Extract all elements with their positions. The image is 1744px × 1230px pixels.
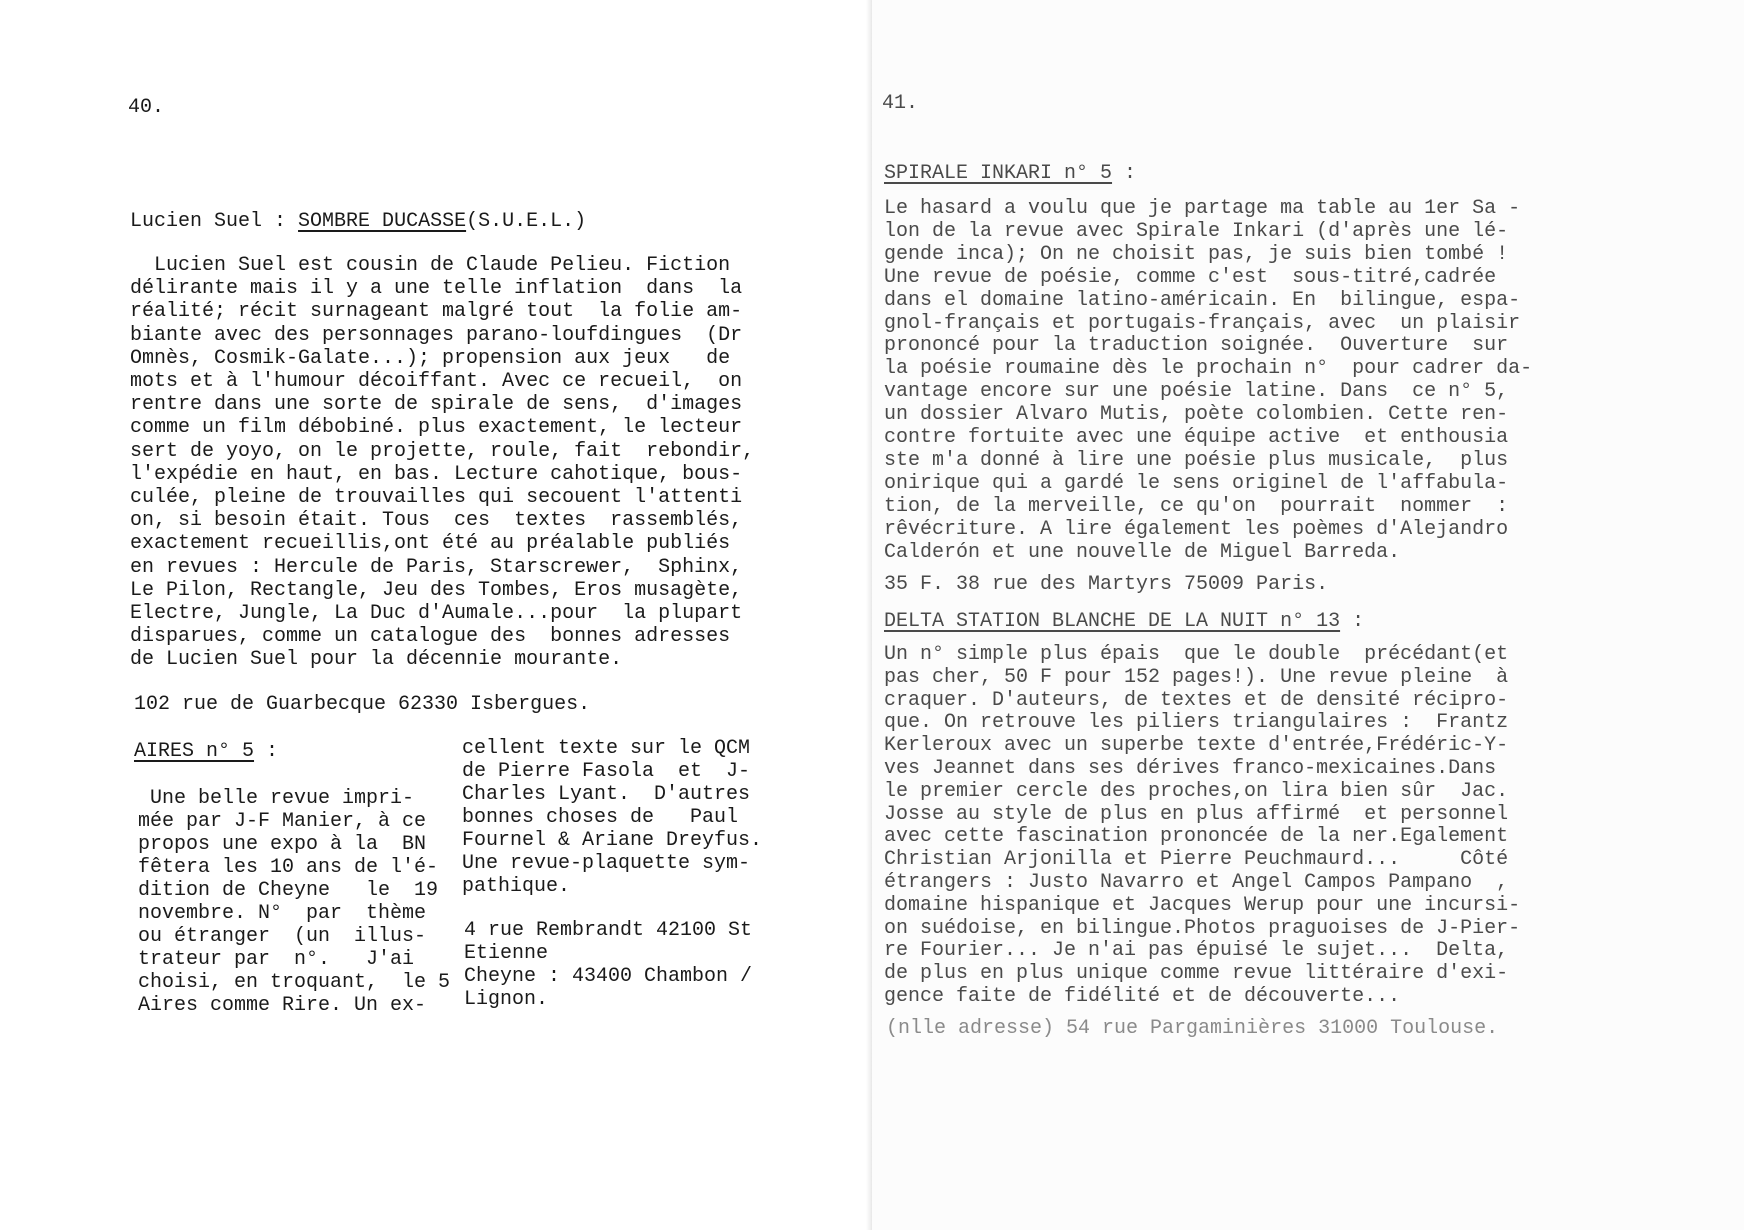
text-line: sert de yoyo, on le projette, roule, fait rebondir, [130, 439, 755, 463]
text-line: Etienne [464, 942, 549, 965]
text-line: Une belle revue impri- [138, 787, 415, 810]
text-line: Kerleroux avec un superbe texte d'entrée,Frédéric-Y- [884, 734, 1509, 758]
text-line: que. On retrouve les piliers triangulaires : Frantz [884, 711, 1509, 735]
text-line: avec cette fascination prononcée de la ner.Egalement [884, 825, 1509, 849]
text-line: gence faite de fidélité et de découverte... [884, 985, 1401, 1008]
review-address: 35 F. 38 rue des Martyrs 75009 Paris. [884, 573, 1329, 596]
text-line: étrangers : Justo Navarro et Angel Campos Pampano , [884, 871, 1509, 894]
review-publisher: (S.U.E.L.) [466, 210, 587, 233]
review-heading [884, 610, 1364, 633]
text-line: Cheyne : 43400 Chambon / [464, 965, 753, 988]
text-line: gende inca); On ne choisit pas, je suis bien tombé ! [884, 242, 1509, 266]
right-page [872, 0, 1744, 1230]
text-line: Un n° simple plus épais que le double précédant(et [884, 643, 1509, 666]
text-line: contre fortuite avec une équipe active et enthousia [884, 426, 1509, 449]
text-line: trateur par n°. J'ai [138, 948, 415, 971]
text-line: pathique. [462, 875, 571, 898]
text-line: de Lucien Suel pour la décennie mourante. [130, 648, 623, 672]
review-heading [134, 740, 278, 763]
text-line: le premier cercle des proches,on lira bien sûr Jac. [884, 779, 1509, 803]
text-line: Le Pilon, Rectangle, Jeu des Tombes, Eros musagète, [130, 578, 743, 602]
text-line: en revues : Hercule de Paris, Starscrewer, Sphinx, [130, 555, 743, 579]
review-title: SPIRALE INKARI n° 5 [884, 162, 1113, 185]
text-line: Josse au style de plus en plus affirmé et personnel [884, 802, 1509, 826]
text-line: délirante mais il y a une telle inflation dans la [130, 277, 743, 301]
text-line: culée, pleine de trouvailles qui secouent l'attenti [130, 486, 743, 509]
text-line: Omnès, Cosmik-Galate...); propension aux jeux de [130, 346, 731, 370]
text-line: prononcé pour la traduction soignée. Ouverture sur [884, 334, 1509, 358]
text-line: cellent texte sur le QCM [462, 737, 751, 760]
review-author: Lucien Suel : [130, 210, 287, 233]
text-line: on suédoise, en bilingue.Photos praguoises de J-Pier- [884, 916, 1521, 940]
review-title-suffix: : [1340, 610, 1365, 633]
text-line: lon de la revue avec Spirale Inkari (d'après une lé- [884, 219, 1509, 243]
text-line: tion, de la merveille, ce qu'on pourrait nommer : [884, 494, 1509, 518]
text-line: novembre. N° par thème [138, 902, 427, 925]
review-title-suffix: : [1112, 162, 1137, 185]
text-line: domaine hispanique et Jacques Werup pour une incursi- [884, 893, 1521, 917]
text-line: réalité; récit surnageant malgré tout la folie am- [130, 300, 743, 324]
text-line: Christian Arjonilla et Pierre Peuchmaurd... Côté [884, 848, 1509, 872]
text-line: choisi, en troquant, le 5 [138, 971, 451, 994]
text-line: rentre dans une sorte de spirale de sens, d'images [130, 393, 743, 417]
text-line: on, si besoin était. Tous ces textes rassemblés, [130, 509, 743, 533]
text-line: gnol-français et portugais-français, avec un plaisir [884, 311, 1521, 335]
text-line: bonnes choses de Paul [462, 806, 739, 829]
text-line: propos une expo à la BN [138, 833, 427, 856]
page-number: 41. [882, 92, 919, 115]
text-line: de Pierre Fasola et J- [462, 760, 751, 783]
text-line: Une revue de poésie, comme c'est sous-titré,cadrée [884, 265, 1497, 289]
text-line: Aires comme Rire. Un ex- [138, 994, 427, 1017]
text-line: un dossier Alvaro Mutis, poète colombien. Cette ren- [884, 403, 1509, 427]
text-line: dans el domaine latino-américain. En bilingue, espa- [884, 288, 1521, 312]
review-heading [130, 210, 586, 233]
review-title: DELTA STATION BLANCHE DE LA NUIT n° 13 [884, 610, 1341, 633]
text-line: l'expédie en haut, en bas. Lecture cahotique, bous- [130, 462, 743, 486]
text-line: pas cher, 50 F pour 152 pages!). Une revue pleine à [884, 665, 1509, 689]
text-line: Fournel & Ariane Dreyfus. [462, 829, 763, 852]
text-line: Le hasard a voulu que je partage ma table au 1er Sa - [884, 197, 1521, 220]
text-line: ste m'a donné à lire une poésie plus musicale, plus [884, 448, 1509, 472]
text-line: Lucien Suel est cousin de Claude Pelieu. Fiction [130, 254, 731, 277]
review-address: 102 rue de Guarbecque 62330 Isbergues. [134, 693, 591, 716]
text-line: fêtera les 10 ans de l'é- [138, 856, 439, 879]
page-number: 40. [128, 96, 165, 119]
review-title-suffix: : [254, 740, 279, 763]
text-line: Lignon. [464, 988, 549, 1011]
text-line: Une revue-plaquette sym- [462, 852, 751, 875]
text-line: exactement recueillis,ont été au préalable publiés [130, 532, 731, 556]
text-line: comme un film débobiné. plus exactement, le lecteur [130, 416, 743, 440]
text-line: de plus en plus unique comme revue littéraire d'exi- [884, 962, 1509, 986]
text-line: ou étranger (un illus- [138, 925, 427, 948]
review-address: (nlle adresse) 54 rue Pargaminières 31000 Toulouse. [886, 1017, 1499, 1040]
text-line: disparues, comme un catalogue des bonnes adresses [130, 625, 731, 649]
text-line: mots et à l'humour décoiffant. Avec ce recueil, on [130, 370, 743, 393]
text-line: la poésie roumaine dès le prochain n° pour cadrer da- [884, 357, 1533, 381]
review-title: AIRES n° 5 [134, 740, 255, 763]
review-title: SOMBRE DUCASSE [298, 210, 467, 233]
text-line: mée par J-F Manier, à ce [138, 810, 427, 833]
text-line: onirique qui a gardé le sens originel de l'affabula- [884, 471, 1509, 495]
text-line: biante avec des personnages parano-loufdingues (Dr [130, 323, 743, 347]
text-line: vantage encore sur une poésie latine. Dans ce n° 5, [884, 380, 1509, 404]
text-line: 4 rue Rembrandt 42100 St [464, 919, 753, 942]
text-line: ves Jeannet dans ses dérives franco-mexicaines.Dans [884, 757, 1497, 780]
text-line: Charles Lyant. D'autres [462, 783, 751, 806]
text-line: rêvécriture. A lire également les poèmes d'Alejandro [884, 517, 1509, 541]
text-line: Calderón et une nouvelle de Miguel Barreda. [884, 540, 1401, 564]
text-line: craquer. D'auteurs, de textes et de densité récipro- [884, 688, 1509, 712]
text-line: dition de Cheyne le 19 [138, 879, 439, 902]
text-line: re Fourier... Je n'ai pas épuisé le sujet... Delta, [884, 939, 1509, 963]
review-heading [884, 162, 1136, 185]
text-line: Electre, Jungle, La Duc d'Aumale...pour la plupart [130, 602, 743, 625]
